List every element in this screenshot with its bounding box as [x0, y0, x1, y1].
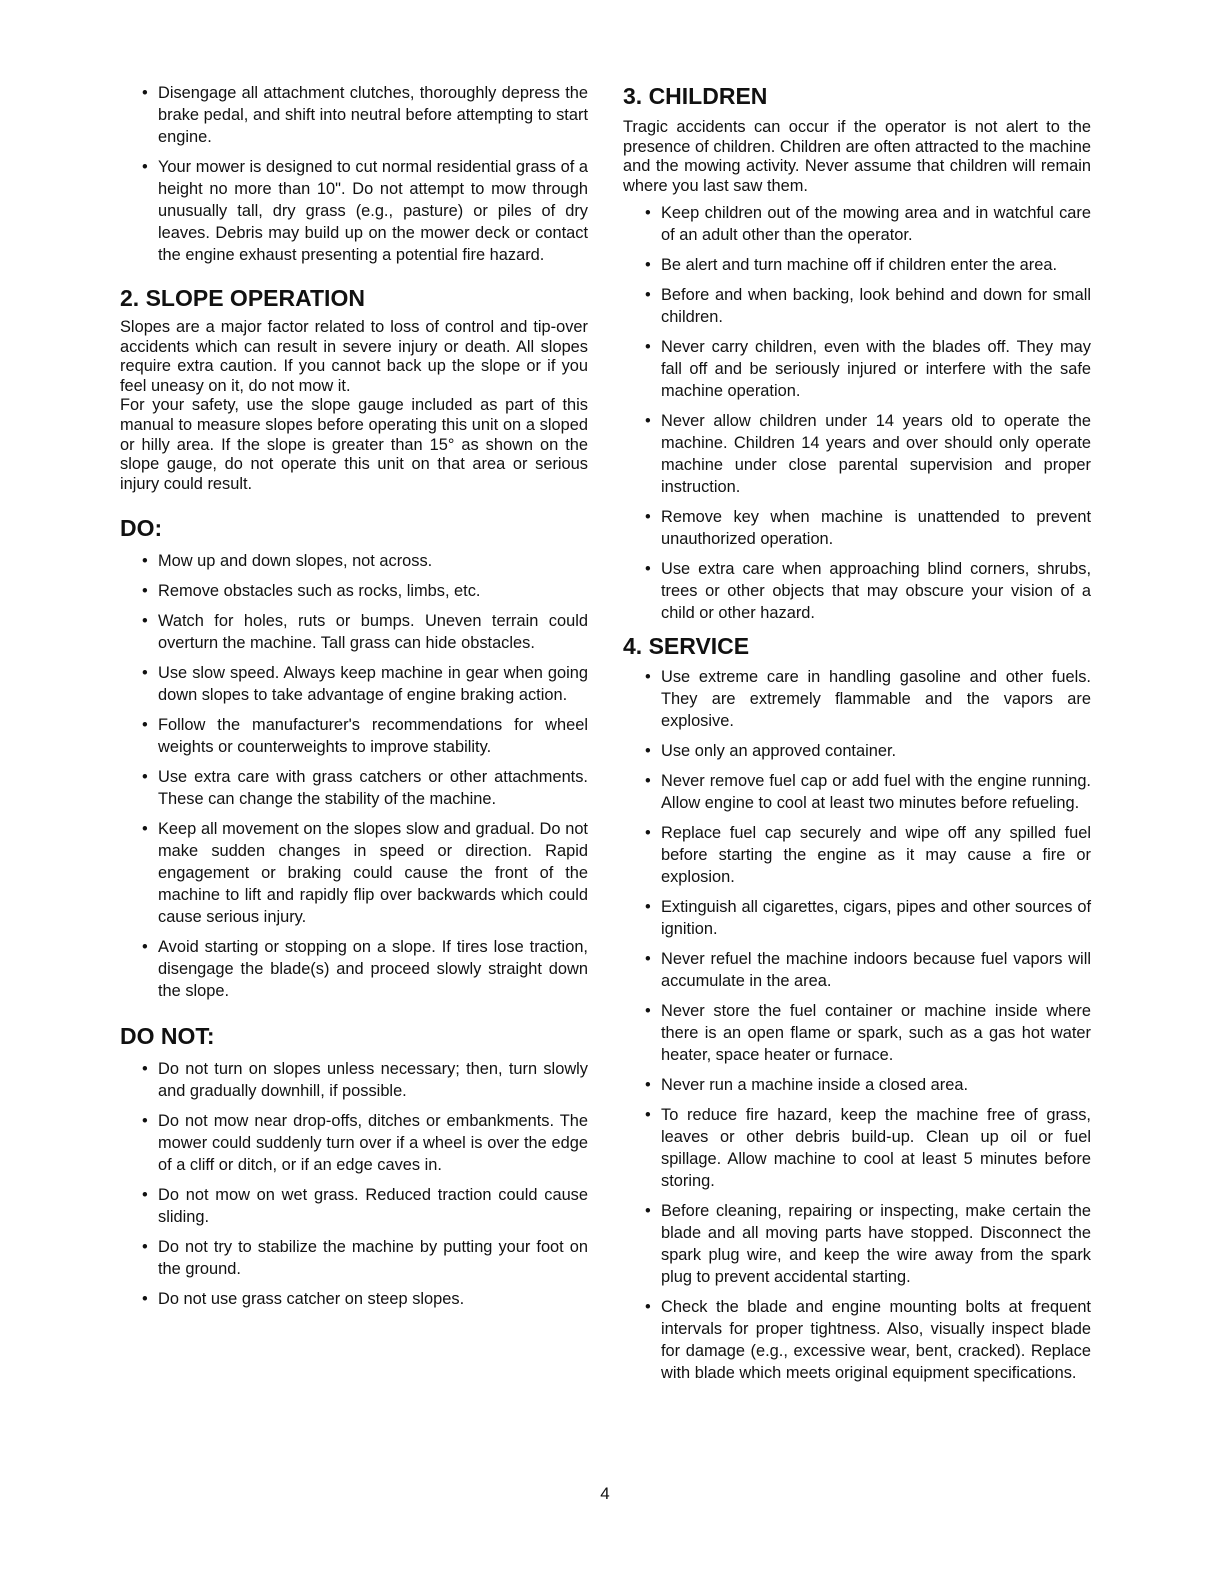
list-item: • Do not mow on wet grass. Reduced traction could cause sliding. [120, 1184, 588, 1228]
list-item: • Check the blade and engine mounting bolts at frequent intervals for proper tightness. Also, visually inspect blade for damage (e.g., excessive wear, bent, cracked). Replace with blade which meets original equipment specifications. [623, 1296, 1091, 1384]
list-item: • Do not use grass catcher on steep slopes. [120, 1288, 588, 1310]
list-item: • Replace fuel cap securely and wipe off any spilled fuel before starting the engine as it may cause a fire or explosion. [623, 822, 1091, 888]
list-item: • Never carry children, even with the blades off. They may fall off and be seriously injured or interfere with the safe machine operation. [623, 336, 1091, 402]
do-not-list [120, 1058, 588, 1310]
list-item: • Use extra care with grass catchers or other attachments. These can change the stability of the machine. [120, 766, 588, 810]
right-column [623, 82, 1091, 1392]
children-intro-paragraph: Tragic accidents can occur if the operator is not alert to the presence of children. Children are often attracted to the machine and the mowing activity. Never assume that children will remain where you last saw them. [623, 118, 1091, 195]
slope-operation-heading: 2. SLOPE OPERATION [120, 285, 365, 311]
children-list [623, 202, 1091, 624]
do-not-heading: DO NOT: [120, 1023, 215, 1050]
list-item: • Use only an approved container. [623, 740, 1091, 762]
list-item: • Remove key when machine is unattended to prevent unauthorized operation. [623, 506, 1091, 550]
page-number: 4 [600, 1484, 610, 1503]
list-item: • Never run a machine inside a closed area. [623, 1074, 1091, 1096]
left-column [120, 82, 588, 1318]
list-item: • Be alert and turn machine off if children enter the area. [623, 254, 1091, 276]
list-item: • Do not turn on slopes unless necessary; then, turn slowly and gradually downhill, if possible. [120, 1058, 588, 1102]
list-item: • Before and when backing, look behind and down for small children. [623, 284, 1091, 328]
list-item: • Use extreme care in handling gasoline and other fuels. They are extremely flammable and the vapors are explosive. [623, 666, 1091, 732]
list-item: • Do not try to stabilize the machine by putting your foot on the ground. [120, 1236, 588, 1280]
list-item: • Never remove fuel cap or add fuel with the engine running. Allow engine to cool at least two minutes before refueling. [623, 770, 1091, 814]
list-item: • Disengage all attachment clutches, thoroughly depress the brake pedal, and shift into neutral before attempting to start engine. [120, 82, 588, 148]
children-heading: 3. CHILDREN [623, 83, 768, 109]
list-item: • Extinguish all cigarettes, cigars, pipes and other sources of ignition. [623, 896, 1091, 940]
list-item: • Follow the manufacturer's recommendations for wheel weights or counterweights to improve stability. [120, 714, 588, 758]
list-item: • Use extra care when approaching blind corners, shrubs, trees or other objects that may obscure your vision of a child or other hazard. [623, 558, 1091, 624]
list-item: • Never store the fuel container or machine inside where there is an open flame or spark, such as a gas hot water heater, space heater or furnace. [623, 1000, 1091, 1066]
list-item: • Remove obstacles such as rocks, limbs, etc. [120, 580, 588, 602]
list-item: • Watch for holes, ruts or bumps. Uneven terrain could overturn the machine. Tall grass can hide obstacles. [120, 610, 588, 654]
list-item: • Use slow speed. Always keep machine in gear when going down slopes to take advantage of engine braking action. [120, 662, 588, 706]
list-item: • Mow up and down slopes, not across. [120, 550, 588, 572]
list-item: • Avoid starting or stopping on a slope. If tires lose traction, disengage the blade(s) and proceed slowly straight down the slope. [120, 936, 588, 1002]
list-item: • Keep children out of the mowing area and in watchful care of an adult other than the operator. [623, 202, 1091, 246]
do-heading: DO: [120, 515, 163, 542]
do-list [120, 550, 588, 1002]
slope-paragraph-1: Slopes are a major factor related to loss of control and tip-over accidents which can result in severe injury or death. All slopes require extra caution. If you cannot back up the slope or if you feel uneasy on it, do not mow it. [120, 318, 588, 395]
list-item: • Before cleaning, repairing or inspecting, make certain the blade and all moving parts have stopped. Disconnect the spark plug wire, and keep the wire away from the spark plug to prevent accidental starting. [623, 1200, 1091, 1288]
service-list [623, 666, 1091, 1384]
list-item: • To reduce fire hazard, keep the machine free of grass, leaves or other debris build-up. Clean up oil or fuel spillage. Allow machine to cool at least 5 minutes before storing. [623, 1104, 1091, 1192]
intro-bullet-list [120, 82, 588, 266]
list-item: • Do not mow near drop-offs, ditches or embankments. The mower could suddenly turn over if a wheel is over the edge of a cliff or ditch, or if an edge caves in. [120, 1110, 588, 1176]
list-item: • Your mower is designed to cut normal residential grass of a height no more than 10". Do not attempt to mow through unusually tall, dry grass (e.g., pasture) or piles of dry leaves. Debris may build up on the mower deck or contact the engine exhaust presenting a potential fire hazard. [120, 156, 588, 266]
service-heading: 4. SERVICE [623, 633, 750, 660]
list-item: • Never refuel the machine indoors because fuel vapors will accumulate in the area. [623, 948, 1091, 992]
slope-paragraph-2: For your safety, use the slope gauge included as part of this manual to measure slopes before operating this unit on a sloped or hilly area. If the slope is greater than 15° as shown on the slope gauge, do not operate this unit on that area or serious injury could result. [120, 396, 588, 493]
list-item: • Never allow children under 14 years old to operate the machine. Children 14 years and over should only operate machine under close parental supervision and proper instruction. [623, 410, 1091, 498]
list-item: • Keep all movement on the slopes slow and gradual. Do not make sudden changes in speed or direction. Rapid engagement or braking could cause the front of the machine to lift and rapidly flip over backwards which could cause serious injury. [120, 818, 588, 928]
